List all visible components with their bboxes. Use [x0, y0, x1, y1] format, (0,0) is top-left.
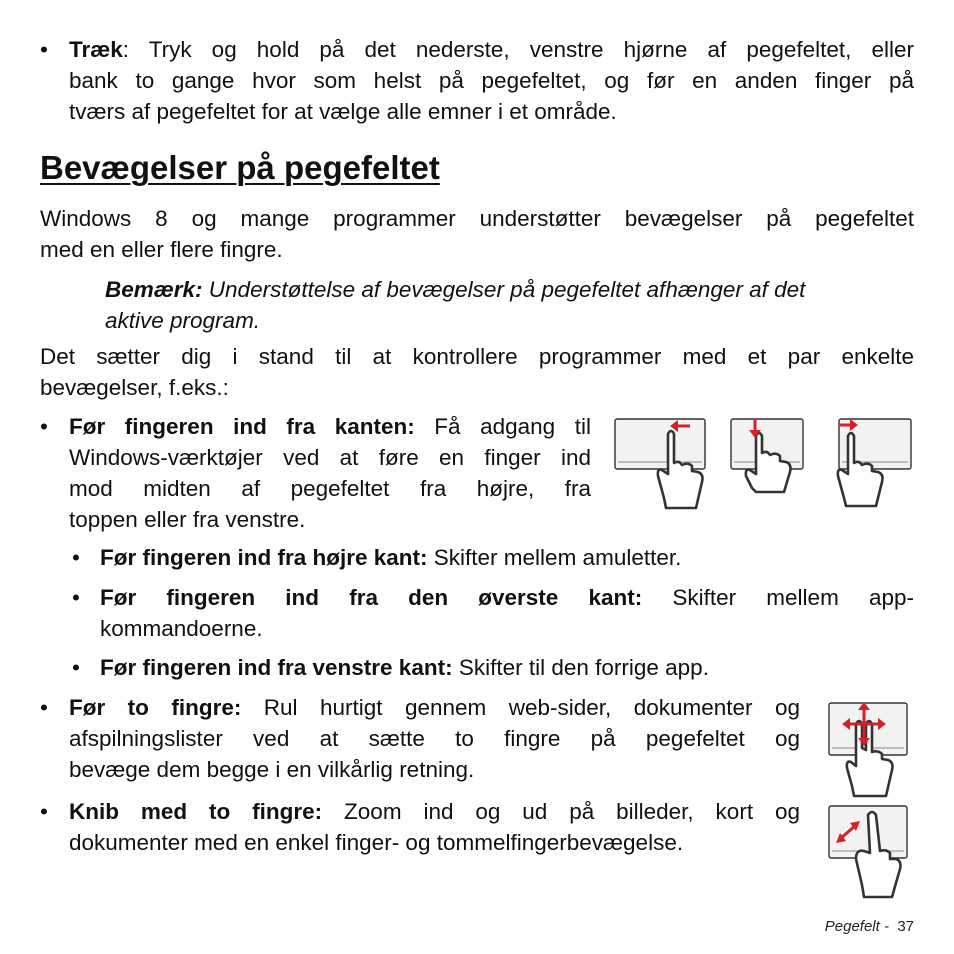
- sub-bullet-marker: •: [72, 585, 80, 610]
- pinch-bullet: Knib med to fingre: Zoom ind og ud på billeder, kort og dokumenter med en enkel finger- og tommelfingerbevægelse.: [69, 799, 800, 855]
- footer-page-number: 37: [897, 918, 914, 935]
- paragraph-windows8: Windows 8 og mange programmer understøtter bevægelser på pegefeltet med en eller flere fingre.: [40, 206, 914, 262]
- swipe-bullet: Før fingeren ind fra kanten: Få adgang til Windows-værktøjer ved at føre en finger ind mod midten af pegefeltet fra højre, fra toppen eller fra venstre.: [69, 414, 592, 532]
- swipe-left-edge-icon: [836, 416, 936, 512]
- bullet-marker: •: [40, 799, 48, 824]
- two-finger-scroll-icon: [826, 700, 916, 800]
- term-traek: Træk: [69, 37, 123, 62]
- sub-bullet-right-edge: Før fingeren ind fra højre kant: Skifter mellem amuletter.: [100, 545, 682, 570]
- bullet-marker: •: [40, 37, 48, 62]
- bullet-marker: •: [40, 414, 48, 439]
- two-finger-bullet: Før to fingre: Rul hurtigt gennem web-sider, dokumenter og afspilningslister ved at sætte to fingre på pegefeltet og bevæge dem begge i en vilkårlig retning.: [69, 695, 800, 782]
- page-footer: [825, 918, 914, 935]
- footer-section: Pegefelt -: [824, 918, 889, 935]
- section-heading: Bevægelser på pegefeltet: [40, 149, 440, 186]
- sub-bullet-left-edge: Før fingeren ind fra venstre kant: Skifter til den forrige app.: [100, 655, 709, 680]
- note-label: Bemærk:: [105, 277, 203, 302]
- bullet-marker: •: [40, 695, 48, 720]
- sub-bullet-marker: •: [72, 545, 80, 570]
- term-two-finger: Før to fingre:: [69, 695, 242, 720]
- swipe-top-edge-icon: [728, 416, 828, 512]
- paragraph-controls: Det sætter dig i stand til at kontrollere programmer med et par enkelte bevægelser, f.eks.:: [40, 344, 914, 400]
- note: Bemærk: Understøttelse af bevægelser på pegefeltet afhænger af det aktive program.: [105, 277, 806, 333]
- term-pinch: Knib med to fingre:: [69, 799, 323, 824]
- swipe-right-edge-icon: [612, 416, 712, 512]
- sub-bullet-marker: •: [72, 655, 80, 680]
- pinch-zoom-icon: [826, 803, 916, 903]
- sub-bullet-top-edge: Før fingeren ind fra den øverste kant: Skifter mellem app- kommandoerne.: [100, 585, 914, 641]
- term-swipe: Før fingeren ind fra kanten:: [69, 414, 415, 439]
- intro-bullet: Træk: Tryk og hold på det nederste, venstre hjørne af pegefeltet, eller bank to gange hvor som helst på pegefeltet, og før en anden finger på tværs af pegefeltet for at vælge alle emner i et område.: [69, 37, 914, 124]
